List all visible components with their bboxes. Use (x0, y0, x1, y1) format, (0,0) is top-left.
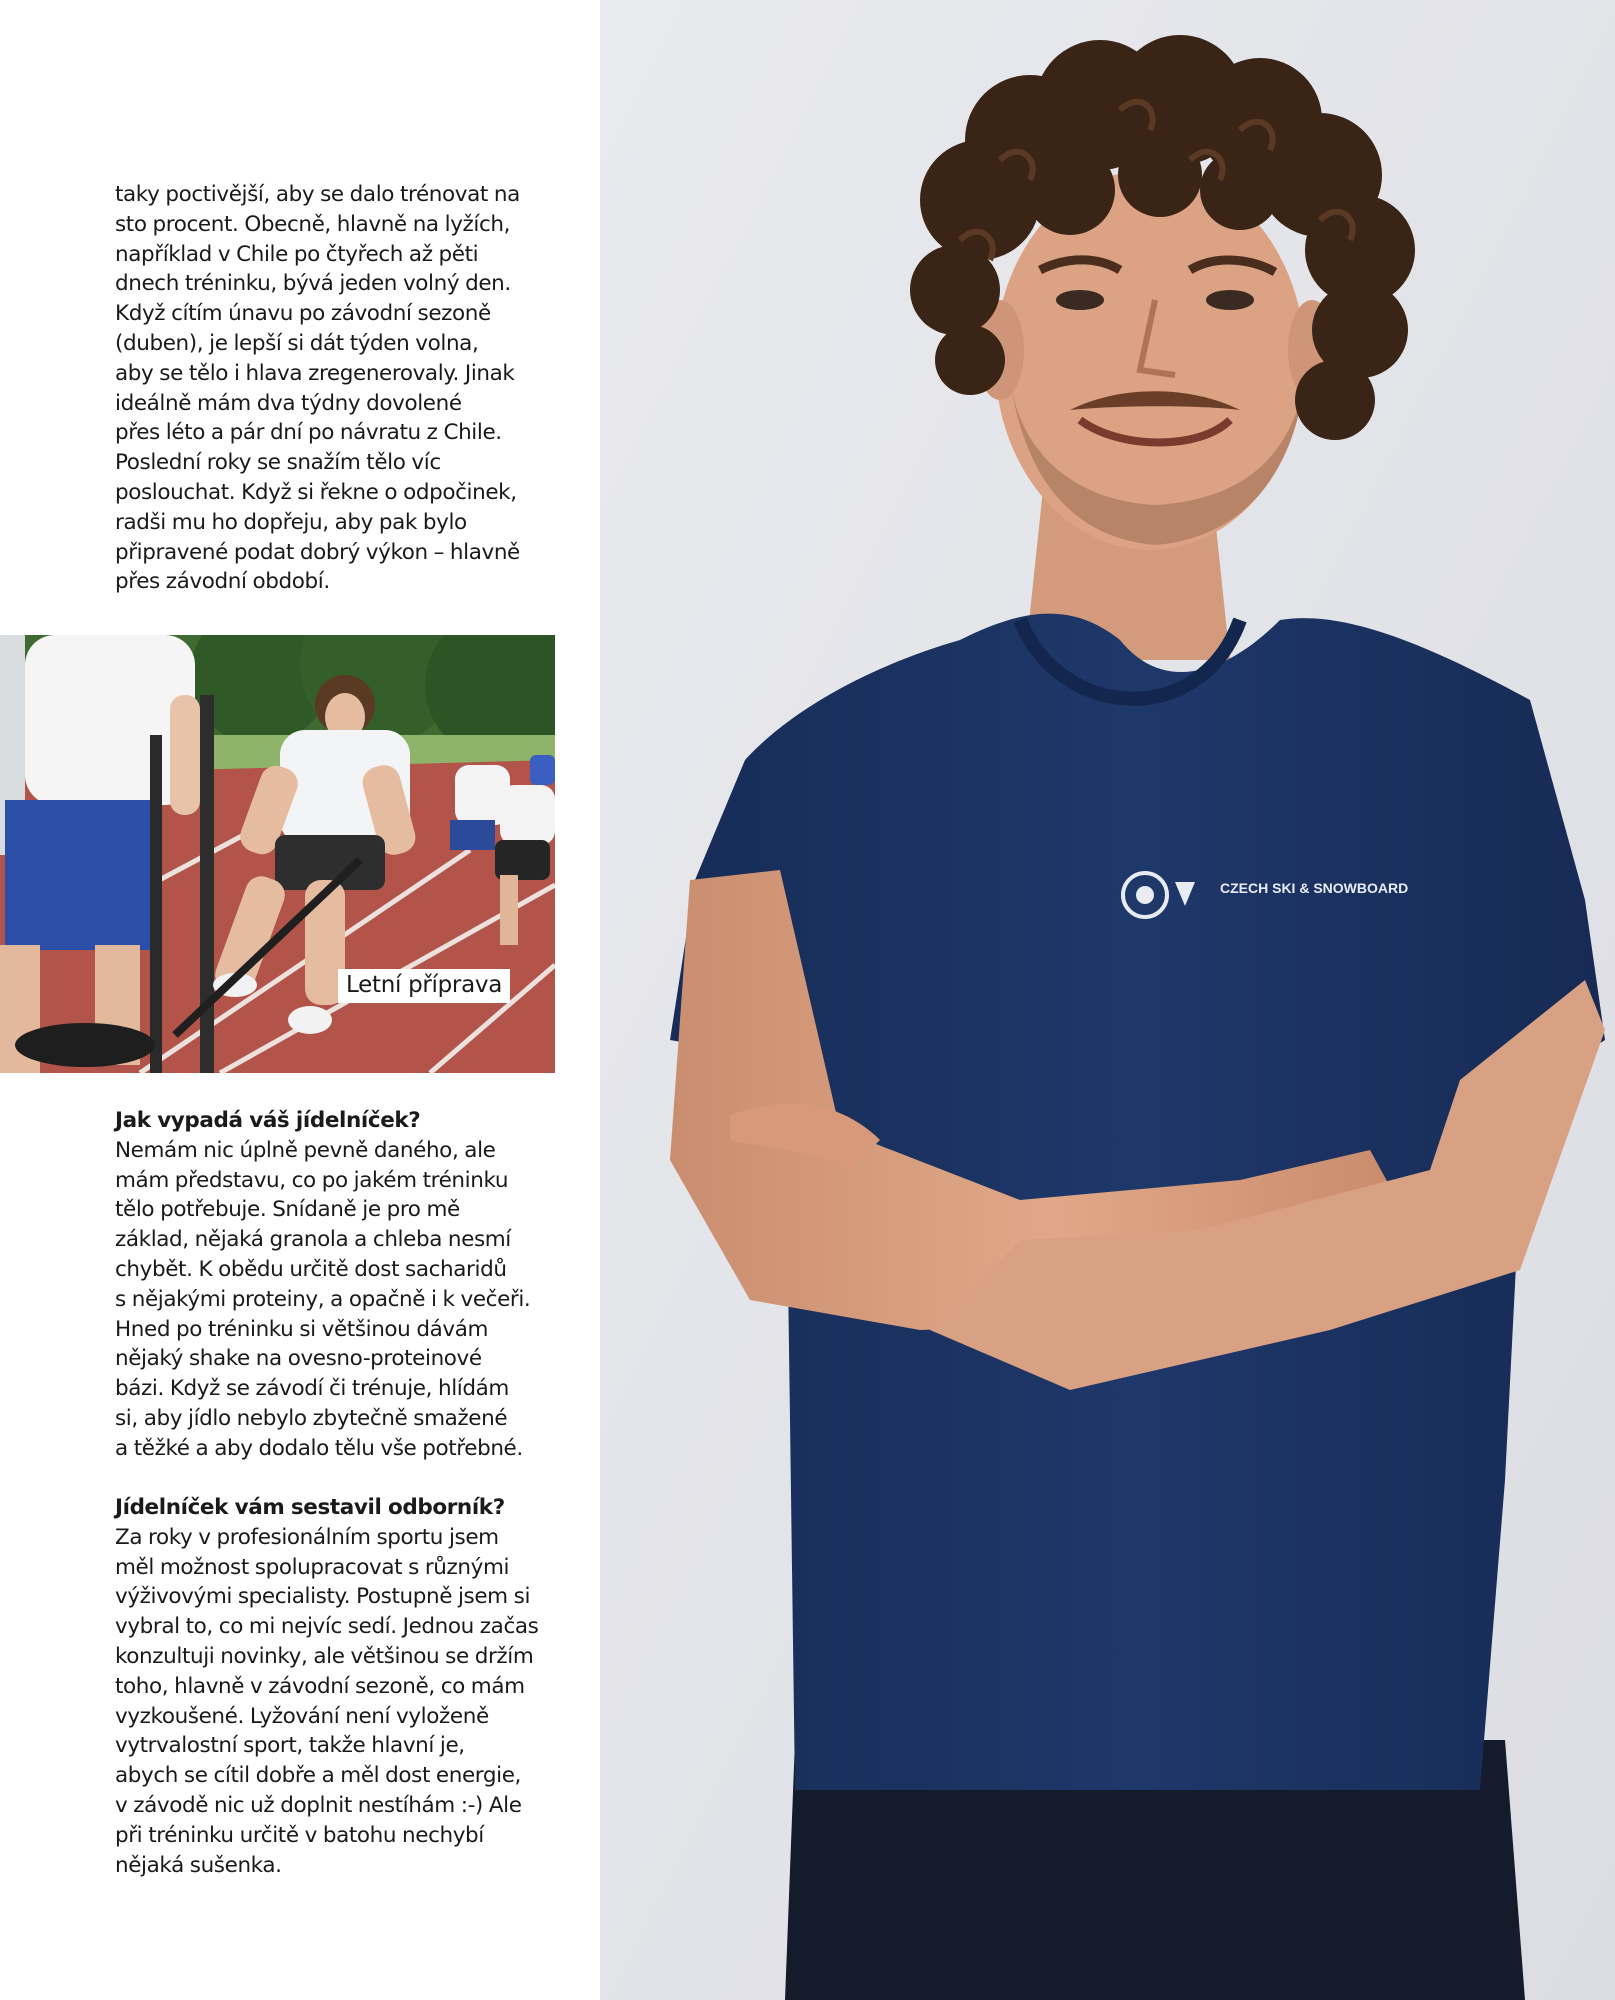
text-line: přes závodní období. (115, 569, 330, 595)
athlete-portrait-illustration (600, 0, 1615, 2000)
intro-paragraph (115, 180, 520, 597)
qa-block-nutritionist (115, 1493, 538, 1880)
training-photo (0, 635, 555, 1073)
photo-caption: Letní příprava (338, 969, 510, 1003)
text-line: tělo potřebuje. Snídaně je pro mě (115, 1197, 460, 1223)
text-line: si, aby jídlo nebylo zbytečně smažené (115, 1405, 508, 1431)
text-line: dnech tréninku, bývá jeden volný den. (115, 271, 511, 297)
text-line: a těžké a aby dodalo tělu vše potřebné. (115, 1435, 523, 1461)
text-line: bázi. Když se závodí či trénuje, hlídám (115, 1376, 509, 1402)
shirt-print-text: CZECH SKI & SNOWBOARD (1220, 880, 1409, 896)
text-line: mám představu, co po jakém tréninku (115, 1167, 509, 1193)
answer-text (115, 1523, 538, 1881)
text-line: Nemám nic úplně pevně daného, ale (115, 1137, 496, 1163)
text-line: abych se cítil dobře a měl dost energie, (115, 1763, 521, 1789)
text-line: například v Chile po čtyřech až pěti (115, 241, 479, 267)
training-photo-illustration (0, 635, 555, 1073)
text-line: základ, nějaká granola a chleba nesmí (115, 1227, 511, 1253)
athlete-portrait (600, 0, 1615, 2000)
text-line: Když cítím únavu po závodní sezoně (115, 301, 491, 327)
text-line: nějaká sušenka. (115, 1852, 282, 1878)
text-line: připravené podat dobrý výkon – hlavně (115, 539, 520, 565)
text-line: Poslední roky se snažím tělo víc (115, 450, 441, 476)
text-line: aby se tělo i hlava zregenerovaly. Jinak (115, 360, 515, 386)
text-line: Hned po tréninku si většinou dávám (115, 1316, 489, 1342)
text-line: chybět. K obědu určitě dost sacharidů (115, 1256, 507, 1282)
qa-block-diet (115, 1106, 530, 1464)
text-line: vybral to, co mi nejvíc sedí. Jednou začas (115, 1614, 539, 1640)
text-line: měl možnost spolupracovat s různými (115, 1554, 510, 1580)
text-line: v závodě nic už doplnit nestíhám :-) Ale (115, 1792, 522, 1818)
text-line: vytrvalostní sport, takže hlavní je, (115, 1733, 465, 1759)
text-line: při tréninku určitě v batohu nechybí (115, 1822, 484, 1848)
text-line: toho, hlavně v závodní sezoně, co mám (115, 1673, 525, 1699)
text-line: taky poctivější, aby se dalo trénovat na (115, 182, 520, 207)
text-line: vyzkoušené. Lyžování není vyloženě (115, 1703, 489, 1729)
question-heading: Jídelníček vám sestavil odborník? (115, 1495, 505, 1520)
text-line: přes léto a pár dní po návratu z Chile. (115, 420, 502, 446)
text-line: ideálně mám dva týdny dovolené (115, 390, 462, 416)
text-line: nějaký shake na ovesno-proteinové (115, 1346, 482, 1372)
text-line: poslouchat. Když si řekne o odpočinek, (115, 479, 517, 505)
text-line: radši mu ho dopřeju, aby pak bylo (115, 509, 467, 535)
text-line: (duben), je lepší si dát týden volna, (115, 330, 479, 356)
text-line: Za roky v profesionálním sportu jsem (115, 1524, 499, 1550)
text-line: výživovými specialisty. Postupně jsem si (115, 1584, 531, 1610)
text-line: sto procent. Obecně, hlavně na lyžích, (115, 211, 511, 237)
text-line: konzultuji novinky, ale většinou se držím (115, 1643, 534, 1669)
text-line: s nějakými proteiny, a opačně i k večeři. (115, 1286, 531, 1312)
question-heading: Jak vypadá váš jídelníček? (115, 1108, 421, 1133)
answer-text (115, 1136, 530, 1464)
